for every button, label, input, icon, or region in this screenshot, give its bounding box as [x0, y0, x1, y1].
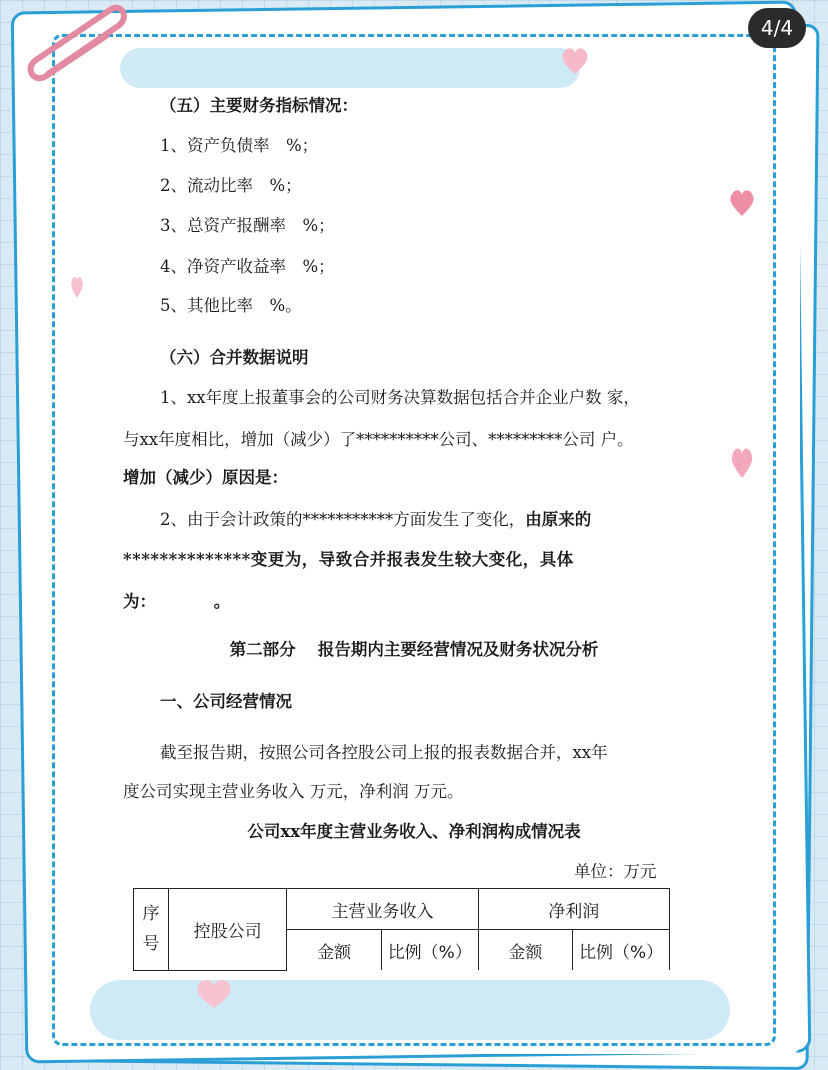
indicator-item: 1、资产负债率 %；: [160, 136, 319, 155]
table-header-profit: 净利润: [478, 889, 669, 930]
paperclip-icon: [18, 4, 138, 84]
table-title: 公司xx年度主营业务收入、净利润构成情况表: [247, 822, 581, 841]
table-header-ratio: 比例（%）: [381, 930, 478, 971]
subsection-heading: 一、公司经营情况: [160, 692, 292, 711]
paragraph-line: 1、xx年度上报董事会的公司财务决算数据包括合并企业户数 家，: [160, 388, 640, 407]
paragraph-text-bold: 由原来的: [525, 510, 592, 529]
table-header-revenue: 主营业务收入: [287, 889, 478, 930]
paragraph-line: **************变更为，导致合并报表发生较大变化，具体: [123, 550, 574, 569]
indicator-item: 4、净资产收益率 %；: [160, 257, 335, 276]
paragraph-line: [160, 506, 591, 530]
paragraph-line: 截至报告期，按照公司各控股公司上报的报表数据合并，xx年: [160, 743, 608, 762]
reason-label: 增加（减少）原因是：: [123, 468, 288, 487]
paragraph-line: 与xx年度相比，增加（减少）了**********公司、*********公司 户。: [123, 430, 634, 449]
section-6-heading: （六）合并数据说明: [160, 348, 309, 367]
paragraph-line: 度公司实现主营业务收入 万元，净利润 万元。: [123, 782, 464, 801]
indicator-item: 5、其他比率 %。: [160, 296, 302, 315]
table-header-ratio: 比例（%）: [573, 930, 670, 971]
revenue-profit-table: [133, 888, 670, 971]
table-header-seq: 序 号: [134, 889, 169, 971]
indicator-item: 3、总资产报酬率 %；: [160, 216, 335, 235]
indicator-item: 2、流动比率 %；: [160, 176, 302, 195]
part-2-title: 第二部分 报告期内主要经营情况及财务状况分析: [229, 640, 599, 659]
table-unit: 单位：万元: [574, 862, 657, 881]
paragraph-line: 为： 。: [123, 592, 231, 611]
table-header-amount: 金额: [287, 930, 382, 971]
paragraph-text: 2、由于会计政策的***********方面发生了变化，: [160, 510, 526, 529]
table-header-amount: 金额: [478, 930, 573, 971]
page-indicator-badge: 4/4: [748, 8, 806, 48]
table-header-company: 控股公司: [168, 889, 286, 971]
section-5-heading: （五）主要财务指标情况：: [160, 96, 358, 115]
